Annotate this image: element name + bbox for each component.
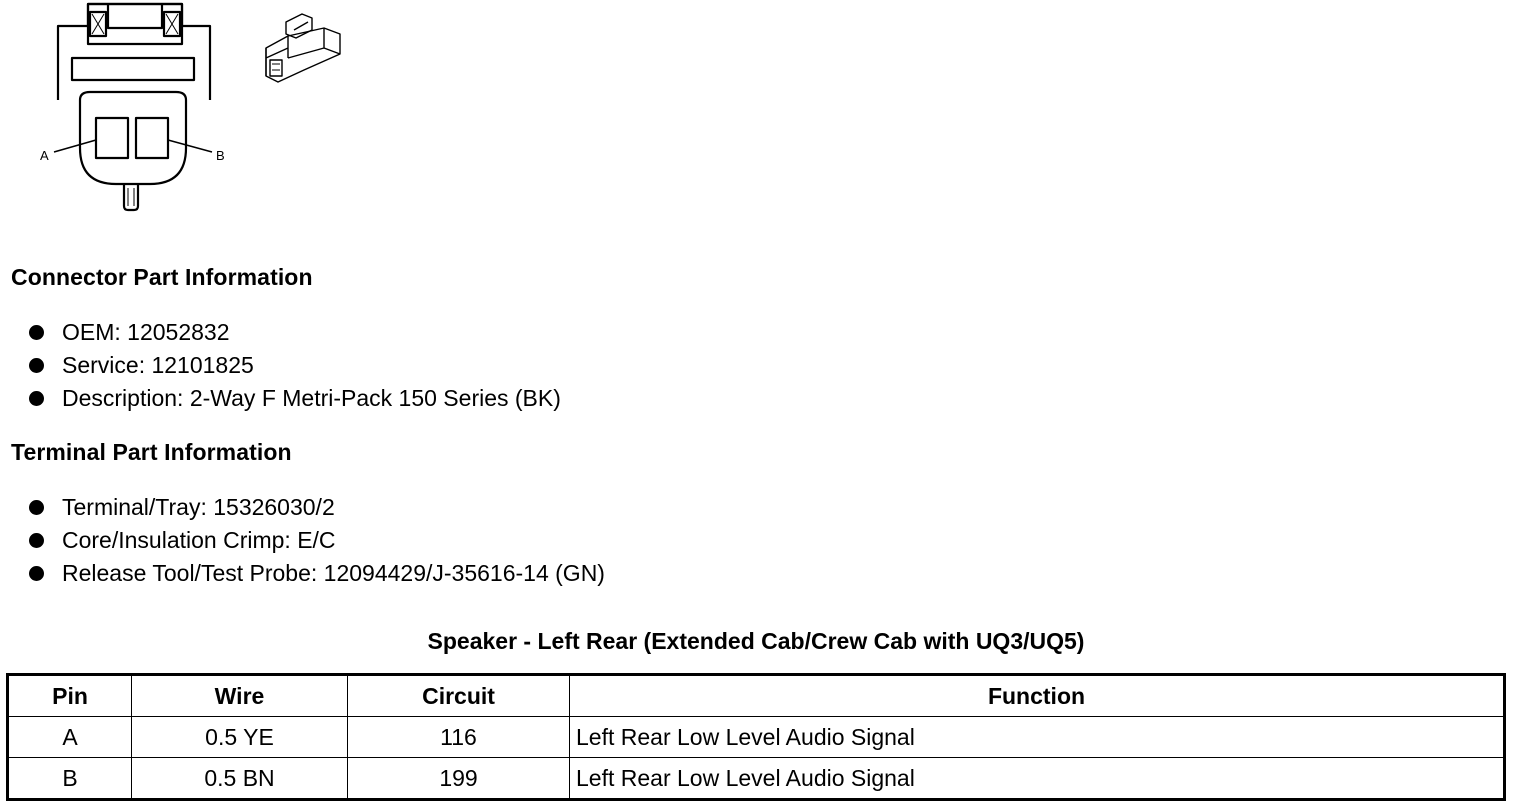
- cell-pin: B: [8, 758, 132, 800]
- connector-isometric-icon: [258, 8, 348, 88]
- pin-label-b: B: [216, 148, 225, 163]
- cell-pin: A: [8, 717, 132, 758]
- list-item: [26, 524, 605, 557]
- cell-circuit: 116: [348, 717, 570, 758]
- oem-number: OEM: 12052832: [62, 319, 230, 345]
- cell-circuit: 199: [348, 758, 570, 800]
- connector-part-heading: Connector Part Information: [11, 264, 313, 290]
- table-row: [8, 758, 1505, 800]
- terminal-part-heading: Terminal Part Information: [11, 439, 292, 465]
- column-header-wire: Wire: [132, 675, 348, 717]
- cell-wire: 0.5 YE: [132, 717, 348, 758]
- connector-face-diagram: [0, 0, 240, 220]
- bullet-icon: [29, 500, 44, 515]
- terminal-part-list: [26, 491, 605, 590]
- pinout-table: [6, 673, 1506, 801]
- service-number: Service: 12101825: [62, 352, 254, 378]
- terminal-tray: Terminal/Tray: 15326030/2: [62, 494, 335, 520]
- column-header-function: Function: [570, 675, 1505, 717]
- column-header-circuit: Circuit: [348, 675, 570, 717]
- connector-part-list: [26, 316, 561, 415]
- list-item: [26, 491, 605, 524]
- release-tool: Release Tool/Test Probe: 12094429/J-35616-14 (GN): [62, 560, 605, 586]
- list-item: [26, 349, 561, 382]
- bullet-icon: [29, 391, 44, 406]
- table-title: Speaker - Left Rear (Extended Cab/Crew Cab with UQ3/UQ5): [427, 628, 1085, 654]
- list-item: [26, 316, 561, 349]
- table-row: [8, 717, 1505, 758]
- bullet-icon: [29, 566, 44, 581]
- table-header-row: [8, 675, 1505, 717]
- list-item: [26, 557, 605, 590]
- crimp-info: Core/Insulation Crimp: E/C: [62, 527, 336, 553]
- connector-description: Description: 2-Way F Metri-Pack 150 Series (BK): [62, 385, 561, 411]
- bullet-icon: [29, 325, 44, 340]
- column-header-pin: Pin: [8, 675, 132, 717]
- cell-wire: 0.5 BN: [132, 758, 348, 800]
- list-item: [26, 382, 561, 415]
- bullet-icon: [29, 533, 44, 548]
- pin-label-a: A: [40, 148, 49, 163]
- cell-function: Left Rear Low Level Audio Signal: [570, 758, 1505, 800]
- bullet-icon: [29, 358, 44, 373]
- cell-function: Left Rear Low Level Audio Signal: [570, 717, 1505, 758]
